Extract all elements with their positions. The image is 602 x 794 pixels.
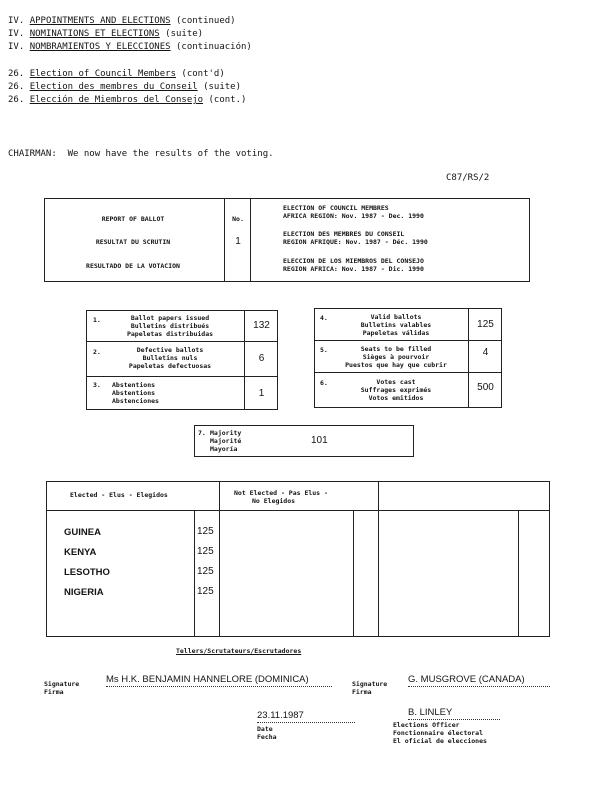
valid-ballots-value: 125 <box>477 319 494 330</box>
stat-label-es: Votos emitidos <box>368 394 424 402</box>
officer-title-en: Elections Officer <box>393 721 460 729</box>
stat-label-fr: Bulletins distribués <box>130 322 210 330</box>
chairman-statement: CHAIRMAN: We now have the results of the voting. <box>8 149 274 159</box>
not-elected-header-2: No Elegidos <box>252 497 296 505</box>
elected-country: LESOTHO <box>64 567 110 578</box>
divider <box>86 341 278 342</box>
divider <box>219 481 220 637</box>
officer-title-fr: Fonctionnaire électoral <box>393 729 484 737</box>
divider <box>250 198 251 282</box>
stat-label-es: Puestos que hay que cubrir <box>345 361 447 369</box>
stat-label-fr: Abstentions <box>112 389 156 397</box>
ballot-number-label: No. <box>232 215 244 223</box>
report-title-fr: RESULTAT DU SCRUTIN <box>95 238 171 246</box>
stat-label-en: Majority <box>210 429 242 437</box>
header-line-1: IV. APPOINTMENTS AND ELECTIONS (continued) <box>8 16 236 26</box>
header-line-3: IV. NOMBRAMIENTOS Y ELECCIONES (continuación) <box>8 42 252 52</box>
header-line-6: 26. Elección de Miembros del Consejo (cont.) <box>8 95 247 105</box>
votes-cast-value: 500 <box>477 382 494 393</box>
stat-label-fr: Bulletins nuls <box>142 354 198 362</box>
stat-label-en: Ballot papers issued <box>130 314 210 322</box>
stat-label-en: Abstentions <box>112 381 156 389</box>
stat-label-en: Seats to be filled <box>360 345 432 353</box>
stat-index: 4. <box>320 314 328 322</box>
ballots-issued-value: 132 <box>253 320 270 331</box>
stat-index: 1. <box>93 316 101 324</box>
header-line-4: 26. Election of Council Members (cont'd) <box>8 69 225 79</box>
divider <box>314 372 502 373</box>
divider <box>194 510 195 637</box>
results-table <box>46 481 550 637</box>
stat-label-es: Papeletas defectuosas <box>128 362 212 370</box>
elected-country: NIGERIA <box>64 587 104 598</box>
header-line-2: IV. NOMINATIONS ET ELECTIONS (suite) <box>8 29 204 39</box>
officer-title-es: El oficial de elecciones <box>393 737 487 745</box>
elected-country: KENYA <box>64 547 97 558</box>
stat-label-fr: Majorité <box>210 437 242 445</box>
signature-label: Signature <box>44 680 80 688</box>
divider <box>518 510 519 637</box>
officer-name: B. LINLEY <box>408 707 500 720</box>
elected-country: GUINEA <box>64 527 101 538</box>
date-label: Date <box>257 725 273 733</box>
stat-label-en: Valid ballots <box>370 313 422 321</box>
stat-label-en: Defective ballots <box>136 346 204 354</box>
stat-label-en: Votes cast <box>376 378 416 386</box>
stat-index: 2. <box>93 348 101 356</box>
fecha-label: Fecha <box>257 733 277 741</box>
document-reference: C87/RS/2 <box>446 173 490 183</box>
election-fr-1: ELECTION DES MEMBRES DU CONSEIL <box>283 230 405 238</box>
elected-header: Elected - Elus - Elegidos <box>70 491 168 499</box>
election-es-2: REGION AFRICA: Nov. 1987 - Dic. 1990 <box>283 265 424 273</box>
stat-index: 5. <box>320 346 328 354</box>
elected-votes: 125 <box>197 586 214 597</box>
elected-votes: 125 <box>197 566 214 577</box>
stat-label-fr: Suffrages exprimés <box>360 386 432 394</box>
teller-1-signature: Ms H.K. BENJAMIN HANNELORE (DOMINICA) <box>106 674 332 687</box>
teller-2-signature: G. MUSGROVE (CANADA) <box>408 674 550 687</box>
election-en-1: ELECTION OF COUNCIL MEMBRES <box>283 204 389 212</box>
stat-label-fr: Sièges à pourvoir <box>362 353 430 361</box>
tellers-label: Tellers/Scrutateurs/Escrutadores <box>176 647 302 655</box>
divider <box>224 198 225 282</box>
report-title-en: REPORT OF BALLOT <box>101 215 165 223</box>
firma-label: Firma <box>44 688 64 696</box>
election-en-2: AFRICA REGION: Nov. 1987 - Dec. 1990 <box>283 212 424 220</box>
election-es-1: ELECCION DE LOS MIEMBROS DEL CONSEJO <box>283 257 424 265</box>
abstentions-value: 1 <box>258 388 265 399</box>
divider <box>314 340 502 341</box>
election-fr-2: REGION AFRIQUE: Nov. 1987 - Déc. 1990 <box>283 238 428 246</box>
stat-label-es: Abstenciones <box>112 397 159 405</box>
header-line-5: 26. Election des membres du Conseil (suite) <box>8 82 242 92</box>
stat-label-es: Mayoría <box>210 445 238 453</box>
divider <box>353 510 354 637</box>
defective-ballots-value: 6 <box>258 353 265 364</box>
divider <box>46 510 550 511</box>
stat-label-fr: Bulletins valables <box>360 321 432 329</box>
stat-label-es: Papeletas distribuidas <box>126 330 214 338</box>
seats-value: 4 <box>482 347 489 358</box>
signature-label: Signature <box>352 680 388 688</box>
report-title-es: RESULTADO DE LA VOTACION <box>86 262 180 270</box>
stat-label-es: Papeletas válidas <box>362 329 430 337</box>
firma-label: Firma <box>352 688 372 696</box>
divider <box>86 376 278 377</box>
stat-index: 6. <box>320 379 328 387</box>
majority-value: 101 <box>311 435 328 446</box>
elected-votes: 125 <box>197 546 214 557</box>
stat-index: 3. <box>93 381 101 389</box>
divider <box>378 481 379 637</box>
not-elected-header: Not Elected - Pas Elus - <box>234 489 328 497</box>
date-value: 23.11.1987 <box>257 710 355 723</box>
stat-index: 7. <box>198 429 206 437</box>
ballot-number-value: 1 <box>235 236 241 247</box>
elected-votes: 125 <box>197 526 214 537</box>
